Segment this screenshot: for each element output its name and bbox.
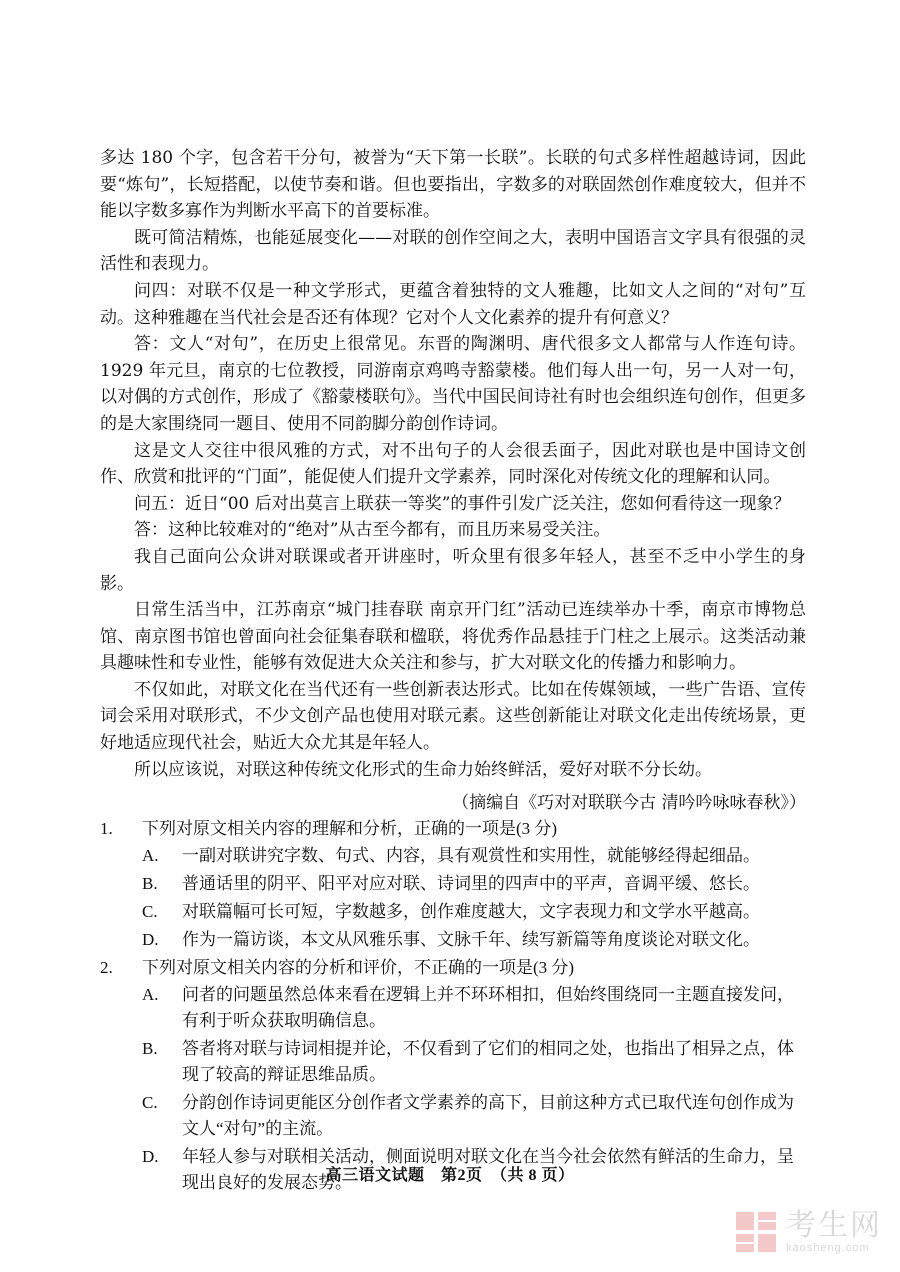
option-a [100,843,806,869]
question-list [100,816,806,1198]
question-1 [100,816,806,953]
article-paragraph-3: 问四：对联不仅是一种文学形式，更蕴含着独特的文人雅趣，比如文人之间的“对句”互动。这种雅趣在当代社会是否还有体现？它对个人文化素养的提升有何意义？ [100,280,806,328]
option-letter: C. [142,902,158,921]
question-number: 1. [100,819,113,838]
question-stem [100,816,806,842]
question-stem [100,955,806,981]
option-letter: B. [142,874,158,893]
option-text: 对联篇幅可长可短，字数越多，创作难度越大，文字表现力和文学水平越高。 [182,902,760,921]
article-paragraph-7: 答：这种比较难对的“绝对”从古至今都有，而且历来易受关注。 [134,520,611,541]
option-b [100,1036,806,1088]
option-a [100,982,806,1034]
option-letter: D. [142,930,159,949]
option-letter: D. [142,1147,159,1166]
question-2 [100,955,806,1196]
option-text: 普通话里的阴平、阳平对应对联、诗词里的四声中的平声，音调平缓、悠长。 [182,874,760,893]
option-letter: C. [142,1093,158,1112]
watermark-text [786,1210,882,1254]
question-text: 下列对原文相关内容的理解和分析，正确的一项是(3 分) [142,819,558,838]
option-text: 一副对联讲究字数、句式、内容，具有观赏性和实用性，就能够经得起细品。 [182,846,760,865]
watermark [732,1208,882,1256]
option-text: 问者的问题虽然总体来看在逻辑上并不环环相扣，但始终围绕同一主题直接发问，有利于听众获取明确信息。 [182,985,794,1030]
option-text: 年轻人参与对联相关活动，侧面说明对联文化在当今社会依然有鲜活的生命力，呈现出良好的发展态势。 [182,1147,794,1192]
option-c [100,1090,806,1142]
option-text: 作为一篇访谈，本文从风雅乐事、文脉千年、续写新篇等角度谈论对联文化。 [182,930,760,949]
question-text: 下列对原文相关内容的分析和评价，不正确的一项是(3 分) [142,958,575,977]
article-paragraph-4: 答：文人“对句”，在历史上很常见。东晋的陶渊明、唐代很多文人都常与人作连句诗。1929 年元旦，南京的七位教授，同游南京鸡鸣寺豁蒙楼。他们每人出一句，另一人对一句，以对偶的方式创作，形成了《豁蒙楼联句》。当代中国民间诗社有时也会组织连句创作，但更多的是大家围绕同一题目、使用不同韵脚分韵创作诗词。 [100,334,806,434]
article-paragraph-1: 多达 180 个字，包含若干分句，被誉为“天下第一长联”。长联的句式多样性超越诗词，因此要“炼句”，长短搭配，以使节奏和谐。但也要指出，字数多的对联固然创作难度较大，但并不能以字数多寡作为判断水平高下的首要标准。 [100,148,806,222]
article-source: （摘编自《巧对对联联今古 清吟吟咏咏春秋》） [452,793,806,813]
article-paragraph-8: 我自己面向公众讲对联课或者开讲座时，听众里有很多年轻人，甚至不乏中小学生的身影。 [100,546,806,594]
option-b [100,871,806,897]
page-footer: 高三语文试题 第2页 （共 8 页） [325,1167,575,1184]
reading-article [100,145,806,783]
option-letter: A. [142,985,159,1004]
article-paragraph-6: 问五：近日“00 后对出莫言上联获一等奖”的事件引发广泛关注，您如何看待这一现象？ [134,493,791,514]
article-paragraph-10: 不仅如此，对联文化在当代还有一些创新表达形式。比如在传媒领域，一些广告语、宣传词会采用对联形式，不少文创产品也使用对联元素。这些创新能让对联文化走出传统场景，更好地适应现代社会，贴近大众尤其是年轻人。 [100,679,806,754]
option-text: 答者将对联与诗词相提并论，不仅看到了它们的相同之处，也指出了相异之点，体现了较高的辩证思维品质。 [182,1039,794,1084]
article-paragraph-5: 这是文人交往中很风雅的方式，对不出句子的人会很丢面子，因此对联也是中国诗文创作、欣赏和批评的“门面”，能促使人们提升文学素养，同时深化对传统文化的理解和认同。 [100,440,806,488]
option-d [100,927,806,953]
option-letter: B. [142,1039,158,1058]
option-letter: A. [142,846,159,865]
article-paragraph-2: 既可简洁精炼，也能延展变化——对联的创作空间之大，表明中国语言文字具有很强的灵活性和表现力。 [100,227,806,275]
option-text: 分韵创作诗词更能区分创作者文学素养的高下，目前这种方式已取代连句创作成为文人“对句”的主流。 [182,1093,794,1138]
watermark-site-name: 考生网 [786,1208,882,1243]
kaosheng-logo-icon [732,1208,780,1256]
option-c [100,899,806,925]
article-paragraph-9: 日常生活当中，江苏南京“城门挂春联 南京开门红”活动已连续举办十季，南京市博物总馆、南京图书馆也曾面向社会征集春联和楹联，将优秀作品悬挂于门柱之上展示。这类活动兼具趣味性和专业性，能够有效促进大众关注和参与，扩大对联文化的传播力和影响力。 [100,600,806,674]
question-number: 2. [100,958,113,977]
article-paragraph-11: 所以应该说，对联这种传统文化形式的生命力始终鲜活，爱好对联不分长幼。 [134,759,712,780]
watermark-domain: kaosheng.com [786,1242,870,1254]
